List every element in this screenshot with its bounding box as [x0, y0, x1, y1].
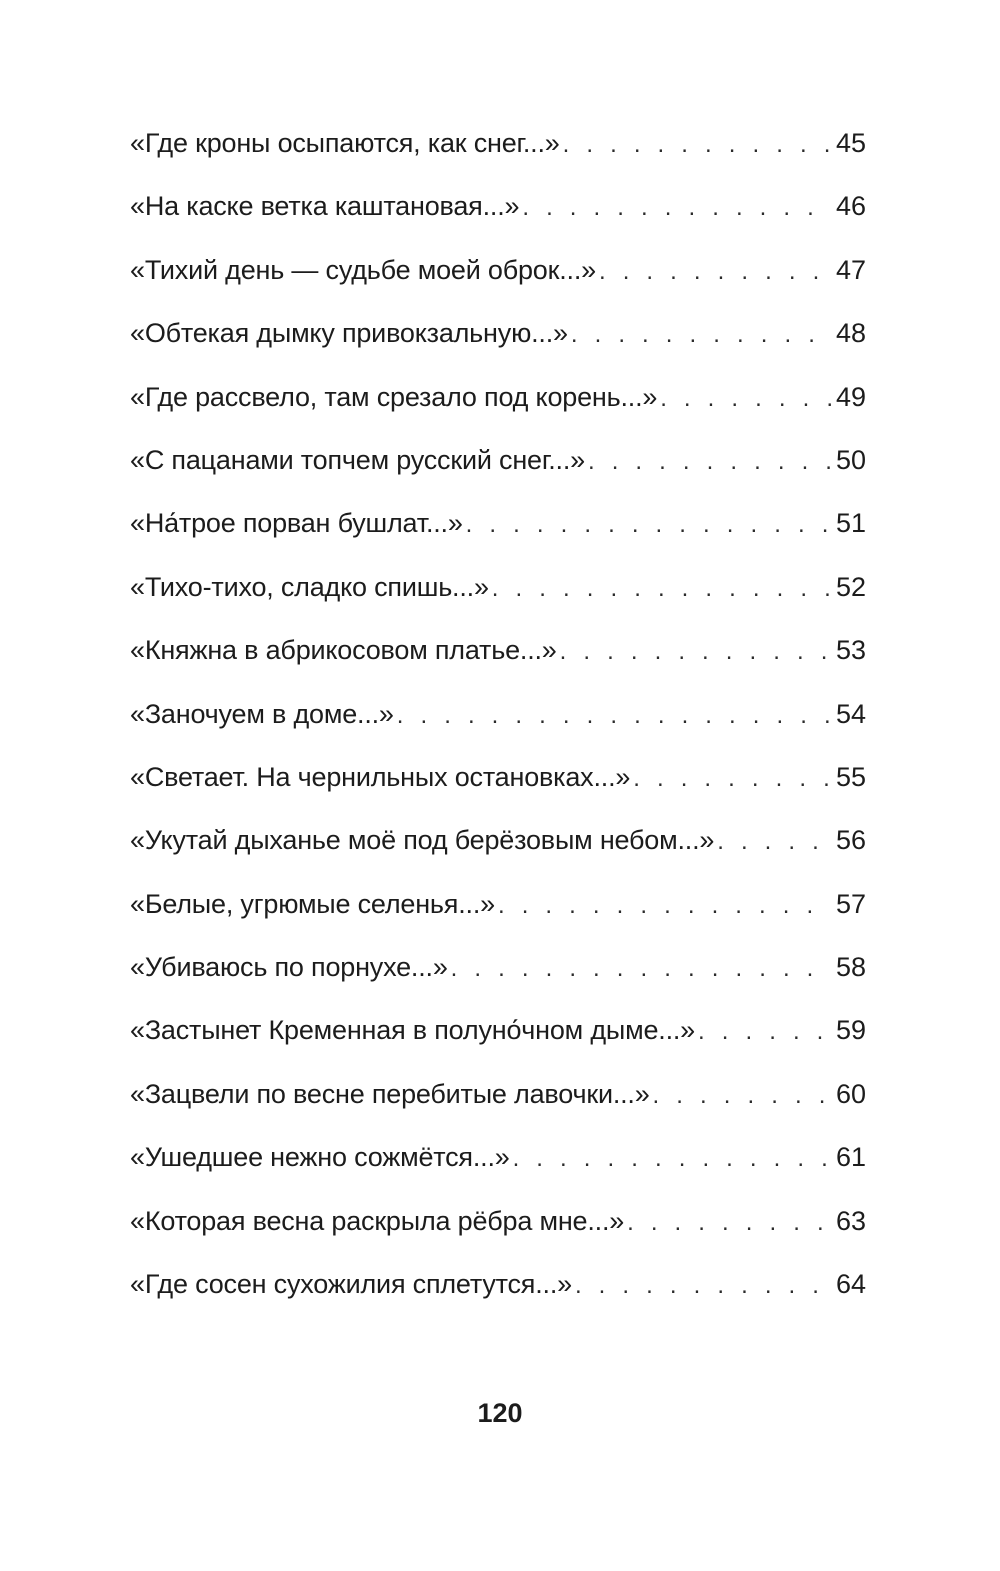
- toc-entry-title: «Белые, угрюмые селенья...»: [130, 888, 495, 919]
- toc-entry-title: «Обтекая дымку привокзальную...»: [130, 318, 568, 349]
- toc-dot-leader: [575, 1264, 832, 1308]
- toc-dot-leader: [466, 503, 832, 547]
- toc-entry: [130, 1072, 866, 1135]
- toc-entry-title: «На́трое порван бушлат...»: [130, 508, 463, 539]
- toc-entry: [130, 184, 866, 247]
- table-of-contents: [130, 121, 866, 1325]
- toc-entry: [130, 628, 866, 691]
- toc-dot-leader: [660, 377, 832, 421]
- toc-entry-page: 57: [835, 888, 866, 919]
- toc-entry-page: 49: [835, 381, 866, 412]
- toc-entry-title: «Где кроны осыпаются, как снег...»: [130, 128, 560, 158]
- toc-entry-page: 59: [835, 1015, 866, 1046]
- toc-entry-title: «Ушедшее нежно сожмётся...»: [130, 1142, 510, 1173]
- toc-dot-leader: [492, 567, 832, 611]
- toc-entry-page: 48: [835, 318, 866, 349]
- toc-entry-page: 56: [835, 825, 866, 856]
- toc-entry-page: 58: [835, 952, 866, 983]
- toc-entry: [130, 565, 866, 628]
- toc-entry: [130, 501, 866, 564]
- toc-dot-leader: [717, 820, 832, 864]
- toc-entry: [130, 1008, 866, 1071]
- toc-entry-title: «Где сосен сухожилия сплетутся...»: [130, 1269, 572, 1300]
- toc-entry-page: 52: [835, 571, 866, 602]
- toc-entry-title: «Убиваюсь по порнухе...»: [130, 952, 448, 983]
- toc-entry: [130, 248, 866, 311]
- toc-entry-page: 60: [835, 1078, 866, 1109]
- toc-dot-leader: [522, 186, 832, 230]
- toc-entry: [130, 375, 866, 438]
- toc-dot-leader: [571, 313, 832, 357]
- toc-entry: [130, 311, 866, 374]
- toc-dot-leader: [513, 1137, 832, 1181]
- toc-dot-leader: [397, 694, 832, 738]
- toc-entry: [130, 438, 866, 501]
- toc-entry-title: «Застынет Кременная в полуно́чном дыме...»: [130, 1015, 695, 1046]
- toc-entry-title: «Зацвели по весне перебитые лавочки...»: [130, 1078, 650, 1109]
- toc-entry: [130, 882, 866, 945]
- toc-entry-title: «Светает. На чернильных остановках...»: [130, 761, 631, 792]
- toc-dot-leader: [498, 884, 832, 928]
- toc-entry-page: 47: [835, 254, 866, 285]
- toc-dot-leader: [653, 1074, 832, 1118]
- toc-entry: [130, 755, 866, 818]
- toc-dot-leader: [627, 1201, 832, 1245]
- toc-entry-title: «Которая весна раскрыла рёбра мне...»: [130, 1205, 625, 1236]
- toc-entry-page: 51: [835, 508, 866, 539]
- toc-entry-title: «Заночуем в доме...»: [130, 698, 394, 729]
- toc-dot-leader: [451, 947, 832, 991]
- toc-entry-page: 50: [835, 444, 866, 475]
- toc-entry-page: 46: [835, 191, 866, 222]
- toc-dot-leader: [698, 1010, 832, 1054]
- toc-entry: [130, 945, 866, 1008]
- toc-dot-leader: [588, 440, 832, 484]
- toc-dot-leader: [599, 250, 832, 294]
- toc-entry-title: «Княжна в абрикосовом платье...»: [130, 635, 557, 666]
- toc-entry: [130, 1135, 866, 1198]
- toc-entry-title: «С пацанами топчем русский снег...»: [130, 444, 585, 475]
- toc-entry: [130, 818, 866, 881]
- toc-dot-leader: [560, 630, 832, 674]
- page-number: 120: [477, 1398, 523, 1428]
- toc-entry: [130, 121, 866, 184]
- toc-entry-title: «Тихо-тихо, сладко спишь...»: [130, 571, 489, 602]
- toc-dot-leader: [633, 757, 832, 801]
- toc-entry-page: 64: [835, 1269, 866, 1300]
- toc-entry: [130, 1199, 866, 1262]
- toc-entry-page: 61: [835, 1142, 866, 1173]
- toc-entry-title: «Укутай дыханье моё под берёзовым небом...»: [130, 825, 715, 856]
- toc-entry-page: 53: [835, 635, 866, 666]
- toc-entry: [130, 1262, 866, 1325]
- toc-entry-page: 45: [835, 128, 866, 158]
- toc-entry-title: «Тихий день — судьбе моей оброк...»: [130, 254, 596, 285]
- toc-entry-page: 54: [835, 698, 866, 729]
- toc-entry-title: «На каске ветка каштановая...»: [130, 191, 520, 222]
- toc-entry-page: 55: [835, 761, 866, 792]
- toc-entry: [130, 692, 866, 755]
- toc-dot-leader: [563, 123, 832, 167]
- toc-entry-title: «Где рассвело, там срезало под корень...»: [130, 381, 658, 412]
- toc-entry-page: 63: [835, 1205, 866, 1236]
